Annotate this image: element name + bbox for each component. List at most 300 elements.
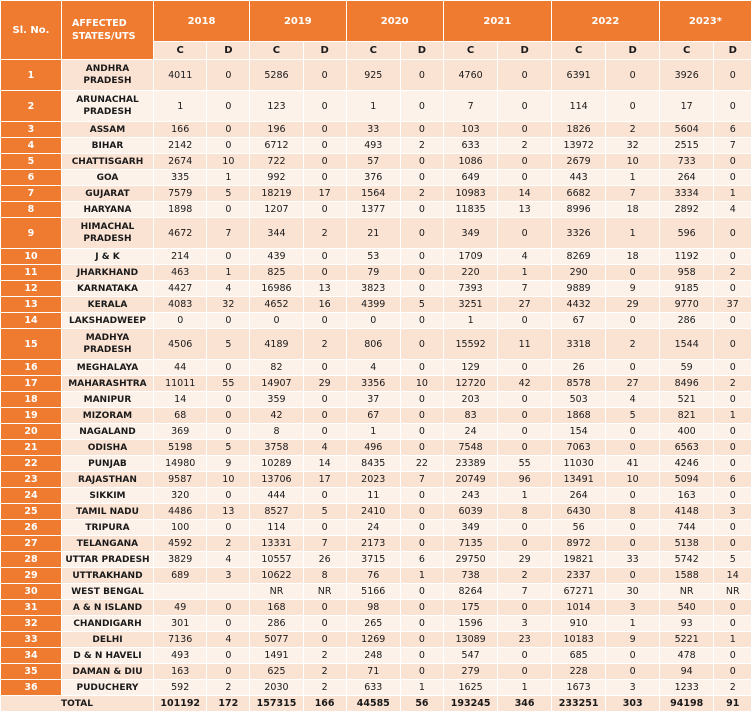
deaths-cell: 0 bbox=[207, 488, 250, 504]
table-row bbox=[1, 568, 752, 584]
cases-cell: 76 bbox=[346, 568, 401, 584]
table-row bbox=[1, 202, 752, 218]
deaths-cell: 0 bbox=[303, 122, 346, 138]
cases-cell: 1588 bbox=[659, 568, 714, 584]
cases-cell: 7 bbox=[443, 91, 498, 122]
serial-number-cell: 16 bbox=[1, 360, 62, 376]
state-name-cell: KERALA bbox=[61, 297, 153, 313]
deaths-cell: 0 bbox=[498, 664, 551, 680]
cases-cell: 958 bbox=[659, 265, 714, 281]
cases-cell: 8527 bbox=[250, 504, 303, 520]
deaths-cell: 0 bbox=[606, 568, 659, 584]
cases-cell: 114 bbox=[551, 91, 606, 122]
cases-cell: 1868 bbox=[551, 408, 606, 424]
serial-number-cell: 1 bbox=[1, 60, 62, 91]
deaths-cell: 0 bbox=[303, 249, 346, 265]
cases-cell: 4011 bbox=[153, 60, 206, 91]
deaths-cell: 0 bbox=[401, 536, 444, 552]
table-body bbox=[1, 60, 752, 712]
deaths-cell: 22 bbox=[401, 456, 444, 472]
cases-cell: NR bbox=[250, 584, 303, 600]
deaths-cell: 1 bbox=[498, 680, 551, 696]
cases-cell: 633 bbox=[443, 138, 498, 154]
state-name-cell: GOA bbox=[61, 170, 153, 186]
deaths-cell: 0 bbox=[401, 392, 444, 408]
deaths-cell bbox=[207, 584, 250, 600]
cases-cell: 9889 bbox=[551, 281, 606, 297]
cases-cell: 4083 bbox=[153, 297, 206, 313]
cases-cell: 722 bbox=[250, 154, 303, 170]
cases-cell: 20749 bbox=[443, 472, 498, 488]
state-name-cell: JHARKHAND bbox=[61, 265, 153, 281]
deaths-cell: 0 bbox=[401, 664, 444, 680]
cases-cell: 123 bbox=[250, 91, 303, 122]
total-deaths-cell: 166 bbox=[303, 696, 346, 712]
cases-cell: 3926 bbox=[659, 60, 714, 91]
deaths-cell: 0 bbox=[303, 360, 346, 376]
year-header: 2023* bbox=[659, 1, 751, 42]
total-cases-cell: 44585 bbox=[346, 696, 401, 712]
serial-number-cell: 30 bbox=[1, 584, 62, 600]
deaths-cell: 0 bbox=[207, 616, 250, 632]
cases-cell: 1 bbox=[443, 313, 498, 329]
cases-cell: 18219 bbox=[250, 186, 303, 202]
deaths-cell: 3 bbox=[606, 600, 659, 616]
deaths-cell: 0 bbox=[207, 91, 250, 122]
cases-cell: 129 bbox=[443, 360, 498, 376]
deaths-cell: 6 bbox=[714, 472, 752, 488]
state-name-cell: WEST BENGAL bbox=[61, 584, 153, 600]
cases-cell: 163 bbox=[153, 664, 206, 680]
cases-cell: 11030 bbox=[551, 456, 606, 472]
deaths-cell: 0 bbox=[207, 249, 250, 265]
deaths-cell: 0 bbox=[303, 424, 346, 440]
cases-cell: 6712 bbox=[250, 138, 303, 154]
serial-number-cell: 18 bbox=[1, 392, 62, 408]
state-name-cell: BIHAR bbox=[61, 138, 153, 154]
deaths-cell: 14 bbox=[498, 186, 551, 202]
deaths-cell: 0 bbox=[714, 313, 752, 329]
deaths-cell: 0 bbox=[401, 600, 444, 616]
deaths-cell: 29 bbox=[303, 376, 346, 392]
deaths-cell: 0 bbox=[606, 60, 659, 91]
deaths-cell: 1 bbox=[401, 680, 444, 696]
serial-number-cell: 31 bbox=[1, 600, 62, 616]
table-row bbox=[1, 265, 752, 281]
deaths-cell: 0 bbox=[303, 600, 346, 616]
deaths-cell: 0 bbox=[498, 424, 551, 440]
state-name-cell: NAGALAND bbox=[61, 424, 153, 440]
state-name-cell: ARUNACHAL PRADESH bbox=[61, 91, 153, 122]
cases-cell: 1014 bbox=[551, 600, 606, 616]
deaths-cell: 0 bbox=[498, 60, 551, 91]
deaths-cell: 9 bbox=[606, 281, 659, 297]
serial-number-cell: 3 bbox=[1, 122, 62, 138]
deaths-cell: 0 bbox=[207, 392, 250, 408]
cases-cell: 10983 bbox=[443, 186, 498, 202]
deaths-cell: 0 bbox=[303, 632, 346, 648]
state-name-cell: SIKKIM bbox=[61, 488, 153, 504]
table-row bbox=[1, 536, 752, 552]
cases-cell: 11011 bbox=[153, 376, 206, 392]
cases-cell: 175 bbox=[443, 600, 498, 616]
deaths-cell: 0 bbox=[498, 170, 551, 186]
deaths-cell: 0 bbox=[606, 488, 659, 504]
deaths-cell: 0 bbox=[714, 329, 752, 360]
table-row bbox=[1, 648, 752, 664]
cases-cell: 825 bbox=[250, 265, 303, 281]
table-row bbox=[1, 408, 752, 424]
deaths-cell: 0 bbox=[207, 408, 250, 424]
deaths-cell: 0 bbox=[498, 440, 551, 456]
deaths-cell: 0 bbox=[498, 408, 551, 424]
table-row bbox=[1, 281, 752, 297]
deaths-cell: 0 bbox=[401, 584, 444, 600]
cases-cell: 992 bbox=[250, 170, 303, 186]
serial-number-cell: 21 bbox=[1, 440, 62, 456]
table-row bbox=[1, 376, 752, 392]
serial-number-cell: 4 bbox=[1, 138, 62, 154]
deaths-cell: 10 bbox=[606, 154, 659, 170]
cases-cell: 14980 bbox=[153, 456, 206, 472]
deaths-cell: 0 bbox=[498, 392, 551, 408]
serial-number-cell: 11 bbox=[1, 265, 62, 281]
cases-cell: 4148 bbox=[659, 504, 714, 520]
serial-number-cell: 26 bbox=[1, 520, 62, 536]
deaths-cell: 96 bbox=[498, 472, 551, 488]
state-name-cell: MIZORAM bbox=[61, 408, 153, 424]
deaths-cell: 0 bbox=[303, 616, 346, 632]
cases-cell: 2142 bbox=[153, 138, 206, 154]
state-name-cell: MAHARASHTRA bbox=[61, 376, 153, 392]
cases-cell: 15592 bbox=[443, 329, 498, 360]
year-header: 2021 bbox=[443, 1, 551, 42]
deaths-cell: 0 bbox=[498, 313, 551, 329]
cases-cell: 3318 bbox=[551, 329, 606, 360]
state-name-cell: MEGHALAYA bbox=[61, 360, 153, 376]
cases-cell: 5742 bbox=[659, 552, 714, 568]
deaths-cell: 5 bbox=[207, 440, 250, 456]
deaths-cell: 14 bbox=[303, 456, 346, 472]
deaths-cell: 0 bbox=[207, 313, 250, 329]
deaths-cell: 0 bbox=[207, 122, 250, 138]
serial-number-cell: 28 bbox=[1, 552, 62, 568]
deaths-cell: 2 bbox=[606, 122, 659, 138]
deaths-cell: 0 bbox=[303, 154, 346, 170]
year-header: 2018 bbox=[153, 1, 249, 42]
deaths-cell: 0 bbox=[606, 440, 659, 456]
serial-number-cell: 33 bbox=[1, 632, 62, 648]
deaths-cell: 7 bbox=[606, 186, 659, 202]
state-name-cell: MANIPUR bbox=[61, 392, 153, 408]
deaths-cell: 0 bbox=[714, 488, 752, 504]
cases-cell: 8435 bbox=[346, 456, 401, 472]
deaths-cell: 3 bbox=[498, 616, 551, 632]
cases-cell: 14907 bbox=[250, 376, 303, 392]
deaths-cell: 0 bbox=[498, 360, 551, 376]
deaths-cell: 0 bbox=[401, 616, 444, 632]
cases-cell: 1709 bbox=[443, 249, 498, 265]
cases-cell: 13089 bbox=[443, 632, 498, 648]
cases-cell: 738 bbox=[443, 568, 498, 584]
deaths-cell: 7 bbox=[207, 218, 250, 249]
table-row bbox=[1, 488, 752, 504]
serial-number-cell: 34 bbox=[1, 648, 62, 664]
deaths-cell: 2 bbox=[401, 186, 444, 202]
table-row bbox=[1, 632, 752, 648]
cases-cell: 114 bbox=[250, 520, 303, 536]
deaths-cell: 0 bbox=[303, 91, 346, 122]
deaths-cell: 0 bbox=[714, 664, 752, 680]
deaths-cell: 3 bbox=[207, 568, 250, 584]
deaths-cell: 1 bbox=[207, 265, 250, 281]
table-row bbox=[1, 122, 752, 138]
cases-cell: 625 bbox=[250, 664, 303, 680]
cases-cell: 6430 bbox=[551, 504, 606, 520]
cases-cell: 925 bbox=[346, 60, 401, 91]
deaths-cell: 26 bbox=[303, 552, 346, 568]
cases-cell: 2173 bbox=[346, 536, 401, 552]
cases-cell: 168 bbox=[250, 600, 303, 616]
state-name-cell: J & K bbox=[61, 249, 153, 265]
cases-cell: 98 bbox=[346, 600, 401, 616]
cases-cell: 685 bbox=[551, 648, 606, 664]
cases-cell: 13706 bbox=[250, 472, 303, 488]
deaths-cell: 0 bbox=[714, 600, 752, 616]
cases-cell: 2337 bbox=[551, 568, 606, 584]
deaths-cell: 0 bbox=[207, 424, 250, 440]
cases-cell: 376 bbox=[346, 170, 401, 186]
table-row bbox=[1, 616, 752, 632]
cases-cell: 57 bbox=[346, 154, 401, 170]
deaths-cell: 33 bbox=[606, 552, 659, 568]
cases-cell: 733 bbox=[659, 154, 714, 170]
deaths-cell: 0 bbox=[401, 408, 444, 424]
deaths-cell: 0 bbox=[401, 202, 444, 218]
cases-cell: 4592 bbox=[153, 536, 206, 552]
deaths-cell: 23 bbox=[498, 632, 551, 648]
deaths-cell: 10 bbox=[207, 472, 250, 488]
cases-cell: 265 bbox=[346, 616, 401, 632]
deaths-cell: 0 bbox=[606, 91, 659, 122]
table-row bbox=[1, 424, 752, 440]
cases-cell: 163 bbox=[659, 488, 714, 504]
cases-cell: 56 bbox=[551, 520, 606, 536]
cases-cell: 493 bbox=[346, 138, 401, 154]
deaths-cell: 0 bbox=[401, 249, 444, 265]
deaths-cell: 0 bbox=[714, 616, 752, 632]
deaths-cell: 5 bbox=[606, 408, 659, 424]
cases-cell: 596 bbox=[659, 218, 714, 249]
cases-cell: 4486 bbox=[153, 504, 206, 520]
deaths-cell: 0 bbox=[303, 60, 346, 91]
deaths-cell: 1 bbox=[401, 568, 444, 584]
deaths-cell: 2 bbox=[303, 664, 346, 680]
deaths-cell: 18 bbox=[606, 249, 659, 265]
state-name-cell: UTTAR PRADESH bbox=[61, 552, 153, 568]
table-row bbox=[1, 600, 752, 616]
cases-cell: 19821 bbox=[551, 552, 606, 568]
cases-cell: 0 bbox=[250, 313, 303, 329]
serial-number-cell: 10 bbox=[1, 249, 62, 265]
serial-number-cell: 2 bbox=[1, 91, 62, 122]
affected-states-header: AFFECTED STATES/UTS bbox=[61, 1, 153, 60]
cases-cell: 540 bbox=[659, 600, 714, 616]
cases-cell: 7063 bbox=[551, 440, 606, 456]
deaths-cell: 4 bbox=[714, 202, 752, 218]
deaths-cell: 10 bbox=[606, 472, 659, 488]
cases-cell: 521 bbox=[659, 392, 714, 408]
table-row bbox=[1, 218, 752, 249]
state-name-cell: RAJASTHAN bbox=[61, 472, 153, 488]
cases-cell: 243 bbox=[443, 488, 498, 504]
state-name-cell: ANDHRA PRADESH bbox=[61, 60, 153, 91]
cases-cell: 3251 bbox=[443, 297, 498, 313]
cases-cell: 493 bbox=[153, 648, 206, 664]
deaths-cell: 0 bbox=[303, 313, 346, 329]
deaths-cell: 42 bbox=[498, 376, 551, 392]
cases-cell: 264 bbox=[551, 488, 606, 504]
cases-cell: 4399 bbox=[346, 297, 401, 313]
deaths-cell: 0 bbox=[401, 329, 444, 360]
table-row bbox=[1, 680, 752, 696]
deaths-cell: 0 bbox=[498, 218, 551, 249]
deaths-cell: 32 bbox=[207, 297, 250, 313]
deaths-cell: 13 bbox=[498, 202, 551, 218]
cases-cell: 1192 bbox=[659, 249, 714, 265]
cases-cell: 359 bbox=[250, 392, 303, 408]
deaths-cell: 18 bbox=[606, 202, 659, 218]
cases-subheader: C bbox=[346, 42, 401, 60]
cases-cell: 444 bbox=[250, 488, 303, 504]
cases-cell: 2023 bbox=[346, 472, 401, 488]
cases-cell: 1898 bbox=[153, 202, 206, 218]
cases-cell: 11 bbox=[346, 488, 401, 504]
cases-cell: 1564 bbox=[346, 186, 401, 202]
deaths-cell: 0 bbox=[498, 520, 551, 536]
deaths-cell: 1 bbox=[207, 170, 250, 186]
cases-cell: 496 bbox=[346, 440, 401, 456]
state-name-cell: TRIPURA bbox=[61, 520, 153, 536]
deaths-cell: 7 bbox=[401, 472, 444, 488]
cases-cell: 3715 bbox=[346, 552, 401, 568]
deaths-cell: 9 bbox=[207, 456, 250, 472]
cases-cell: 21 bbox=[346, 218, 401, 249]
cases-cell: 7136 bbox=[153, 632, 206, 648]
state-name-cell: CHANDIGARH bbox=[61, 616, 153, 632]
deaths-cell: 9 bbox=[606, 632, 659, 648]
deaths-cell: 0 bbox=[303, 408, 346, 424]
serial-number-cell: 35 bbox=[1, 664, 62, 680]
deaths-cell: 2 bbox=[303, 329, 346, 360]
cases-cell: 6039 bbox=[443, 504, 498, 520]
deaths-cell: 30 bbox=[606, 584, 659, 600]
state-name-cell: KARNATAKA bbox=[61, 281, 153, 297]
deaths-cell: 0 bbox=[714, 360, 752, 376]
serial-number-cell: 19 bbox=[1, 408, 62, 424]
deaths-cell: 29 bbox=[606, 297, 659, 313]
deaths-cell: 0 bbox=[207, 520, 250, 536]
deaths-cell: 0 bbox=[606, 265, 659, 281]
total-deaths-cell: 56 bbox=[401, 696, 444, 712]
cases-cell: 83 bbox=[443, 408, 498, 424]
cases-cell: 5198 bbox=[153, 440, 206, 456]
cases-cell: 4427 bbox=[153, 281, 206, 297]
deaths-cell: 0 bbox=[401, 313, 444, 329]
deaths-cell: NR bbox=[303, 584, 346, 600]
cases-cell: 8496 bbox=[659, 376, 714, 392]
cases-cell bbox=[153, 584, 206, 600]
table-row bbox=[1, 186, 752, 202]
serial-number-cell: 7 bbox=[1, 186, 62, 202]
cases-cell: 5604 bbox=[659, 122, 714, 138]
cases-cell: 7393 bbox=[443, 281, 498, 297]
cases-cell: 744 bbox=[659, 520, 714, 536]
cases-cell: 320 bbox=[153, 488, 206, 504]
deaths-cell: 4 bbox=[207, 632, 250, 648]
cases-cell: 547 bbox=[443, 648, 498, 664]
deaths-cell: 0 bbox=[207, 648, 250, 664]
deaths-cell: 0 bbox=[401, 360, 444, 376]
cases-cell: 1544 bbox=[659, 329, 714, 360]
cases-cell: 1233 bbox=[659, 680, 714, 696]
deaths-cell: 0 bbox=[606, 424, 659, 440]
cases-cell: 689 bbox=[153, 568, 206, 584]
deaths-subheader: D bbox=[303, 42, 346, 60]
cases-cell: 23389 bbox=[443, 456, 498, 472]
deaths-cell: 0 bbox=[207, 360, 250, 376]
cases-cell: 4652 bbox=[250, 297, 303, 313]
deaths-cell: 6 bbox=[401, 552, 444, 568]
state-name-cell: HARYANA bbox=[61, 202, 153, 218]
cases-cell: 17 bbox=[659, 91, 714, 122]
deaths-cell: 17 bbox=[303, 472, 346, 488]
serial-number-cell: 20 bbox=[1, 424, 62, 440]
deaths-cell: 0 bbox=[606, 520, 659, 536]
cases-cell: 4432 bbox=[551, 297, 606, 313]
table-row bbox=[1, 392, 752, 408]
cases-cell: 4246 bbox=[659, 456, 714, 472]
deaths-cell: 4 bbox=[303, 440, 346, 456]
cases-cell: 11835 bbox=[443, 202, 498, 218]
table-row bbox=[1, 504, 752, 520]
deaths-cell: 2 bbox=[714, 376, 752, 392]
cases-cell: 503 bbox=[551, 392, 606, 408]
serial-number-cell: 5 bbox=[1, 154, 62, 170]
cases-cell: 214 bbox=[153, 249, 206, 265]
cases-cell: 220 bbox=[443, 265, 498, 281]
cases-cell: 910 bbox=[551, 616, 606, 632]
serial-number-cell: 8 bbox=[1, 202, 62, 218]
deaths-cell: 0 bbox=[606, 536, 659, 552]
state-name-cell: TAMIL NADU bbox=[61, 504, 153, 520]
deaths-cell: 27 bbox=[498, 297, 551, 313]
serial-number-cell: 13 bbox=[1, 297, 62, 313]
cases-cell: 10183 bbox=[551, 632, 606, 648]
cases-cell: 2674 bbox=[153, 154, 206, 170]
deaths-subheader: D bbox=[401, 42, 444, 60]
cases-cell: 1491 bbox=[250, 648, 303, 664]
cases-cell: 29750 bbox=[443, 552, 498, 568]
deaths-cell: 0 bbox=[401, 91, 444, 122]
deaths-cell: 0 bbox=[303, 265, 346, 281]
cases-cell: 82 bbox=[250, 360, 303, 376]
deaths-cell: 2 bbox=[498, 568, 551, 584]
cases-cell: 67271 bbox=[551, 584, 606, 600]
state-name-cell: TELANGANA bbox=[61, 536, 153, 552]
cases-cell: 24 bbox=[346, 520, 401, 536]
state-name-cell: D & N HAVELI bbox=[61, 648, 153, 664]
